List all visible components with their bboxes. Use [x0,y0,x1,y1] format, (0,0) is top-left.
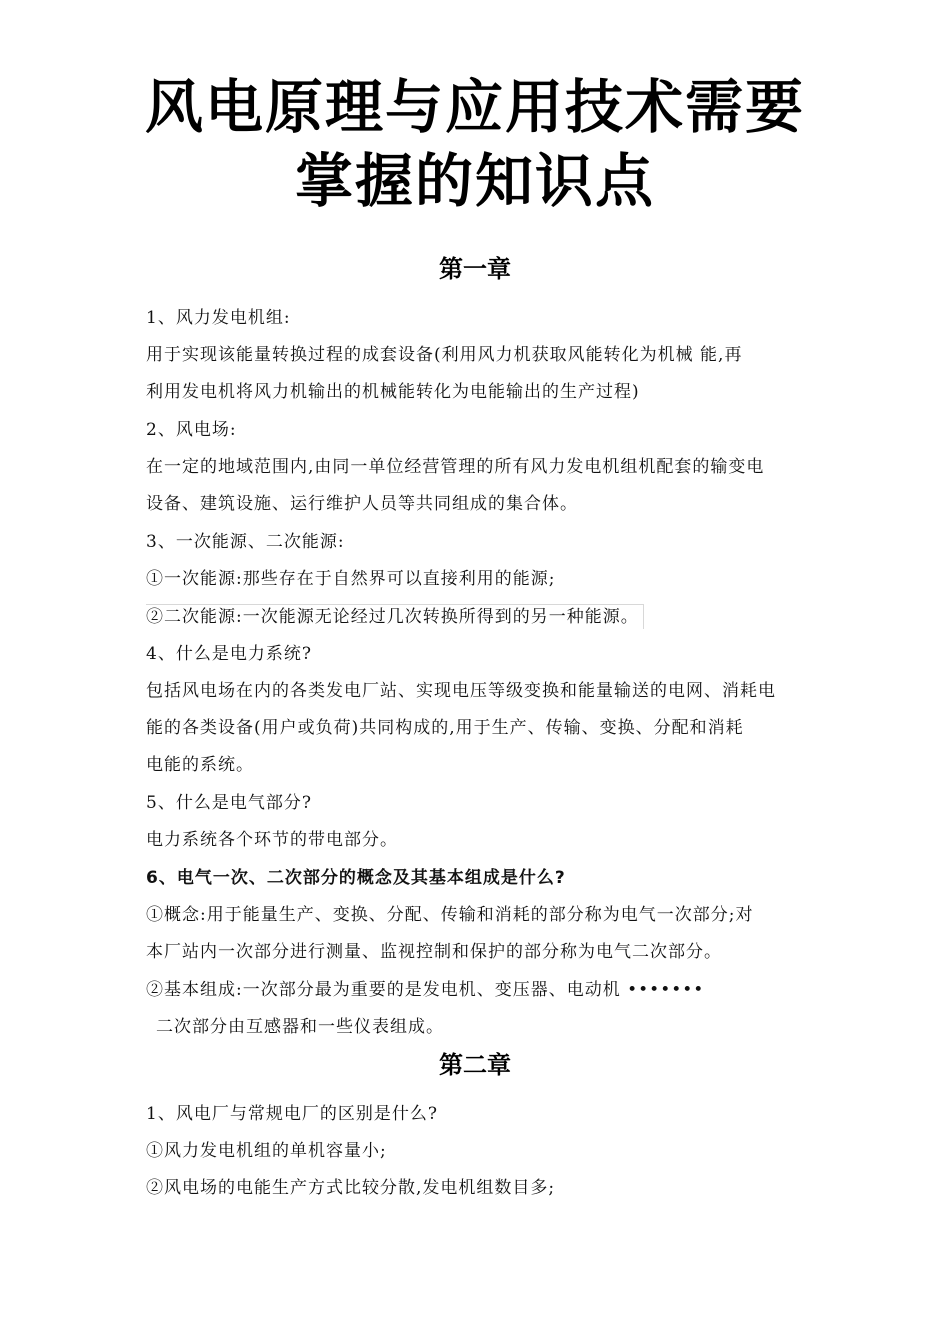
chapter-1-heading: 第一章 [439,255,511,283]
ch1-item-4-text: 能的各类设备(用户或负荷)共同构成的,用于生产、传输、变换、分配和消耗 [146,718,744,738]
ch1-item-6-point-2-cont: 二次部分由互感器和一些仪表组成。 [156,1017,444,1037]
ch1-item-2-text: 在一定的地域范围内,由同一单位经营管理的所有风力发电机组机配套的输变电 [146,457,765,477]
ch1-item-3-title: 3、一次能源、二次能源: [146,532,345,552]
ch1-item-1-text: 利用发电机将风力机输出的机械能转化为电能输出的生产过程) [146,382,640,402]
ch1-item-1-title: 1、风力发电机组: [146,308,291,328]
ch1-item-2-title: 2、风电场: [146,420,237,440]
ch1-item-5-title: 5、什么是电气部分? [146,793,312,813]
ch1-item-4-text: 包括风电场在内的各类发电厂站、实现电压等级变换和能量输送的电网、消耗电 [146,681,776,701]
ch1-item-6-title: 6、电气一次、二次部分的概念及其基本组成是什么? [146,868,566,888]
ch1-item-1-text: 用于实现该能量转换过程的成套设备(利用风力机获取风能转化为机械 能,再 [146,345,743,365]
ch1-item-6-point-1: ①概念:用于能量生产、变换、分配、传输和消耗的部分称为电气一次部分;对 [146,905,754,925]
ch1-item-5-text: 电力系统各个环节的带电部分。 [146,830,398,850]
document-title-line-1: 风电原理与应用技术需要 [144,73,805,141]
ch2-item-1-title: 1、风电厂与常规电厂的区别是什么? [146,1104,438,1124]
ch1-item-4-title: 4、什么是电力系统? [146,644,312,664]
ch1-item-4-text: 电能的系统。 [146,755,254,775]
ch2-item-1-point-1: ①风力发电机组的单机容量小; [146,1141,387,1161]
ch1-item-2-text: 设备、建筑设施、运行维护人员等共同组成的集合体。 [146,494,578,514]
ch1-item-3-point-2: ②二次能源:一次能源无论经过几次转换所得到的另一种能源。 [146,604,644,629]
document-title-line-2: 掌握的知识点 [294,147,655,215]
ch1-item-6-point-1-cont: 本厂站内一次部分进行测量、监视控制和保护的部分称为电气二次部分。 [146,942,722,962]
ch1-item-6-point-2: ②基本组成:一次部分最为重要的是发电机、变压器、电动机 ••••••• [146,980,705,1000]
ch2-item-1-point-2: ②风电场的电能生产方式比较分散,发电机组数目多; [146,1178,556,1198]
ch1-item-3-point-1: ①一次能源:那些存在于自然界可以直接利用的能源; [146,569,556,589]
chapter-2-heading: 第二章 [439,1051,511,1079]
